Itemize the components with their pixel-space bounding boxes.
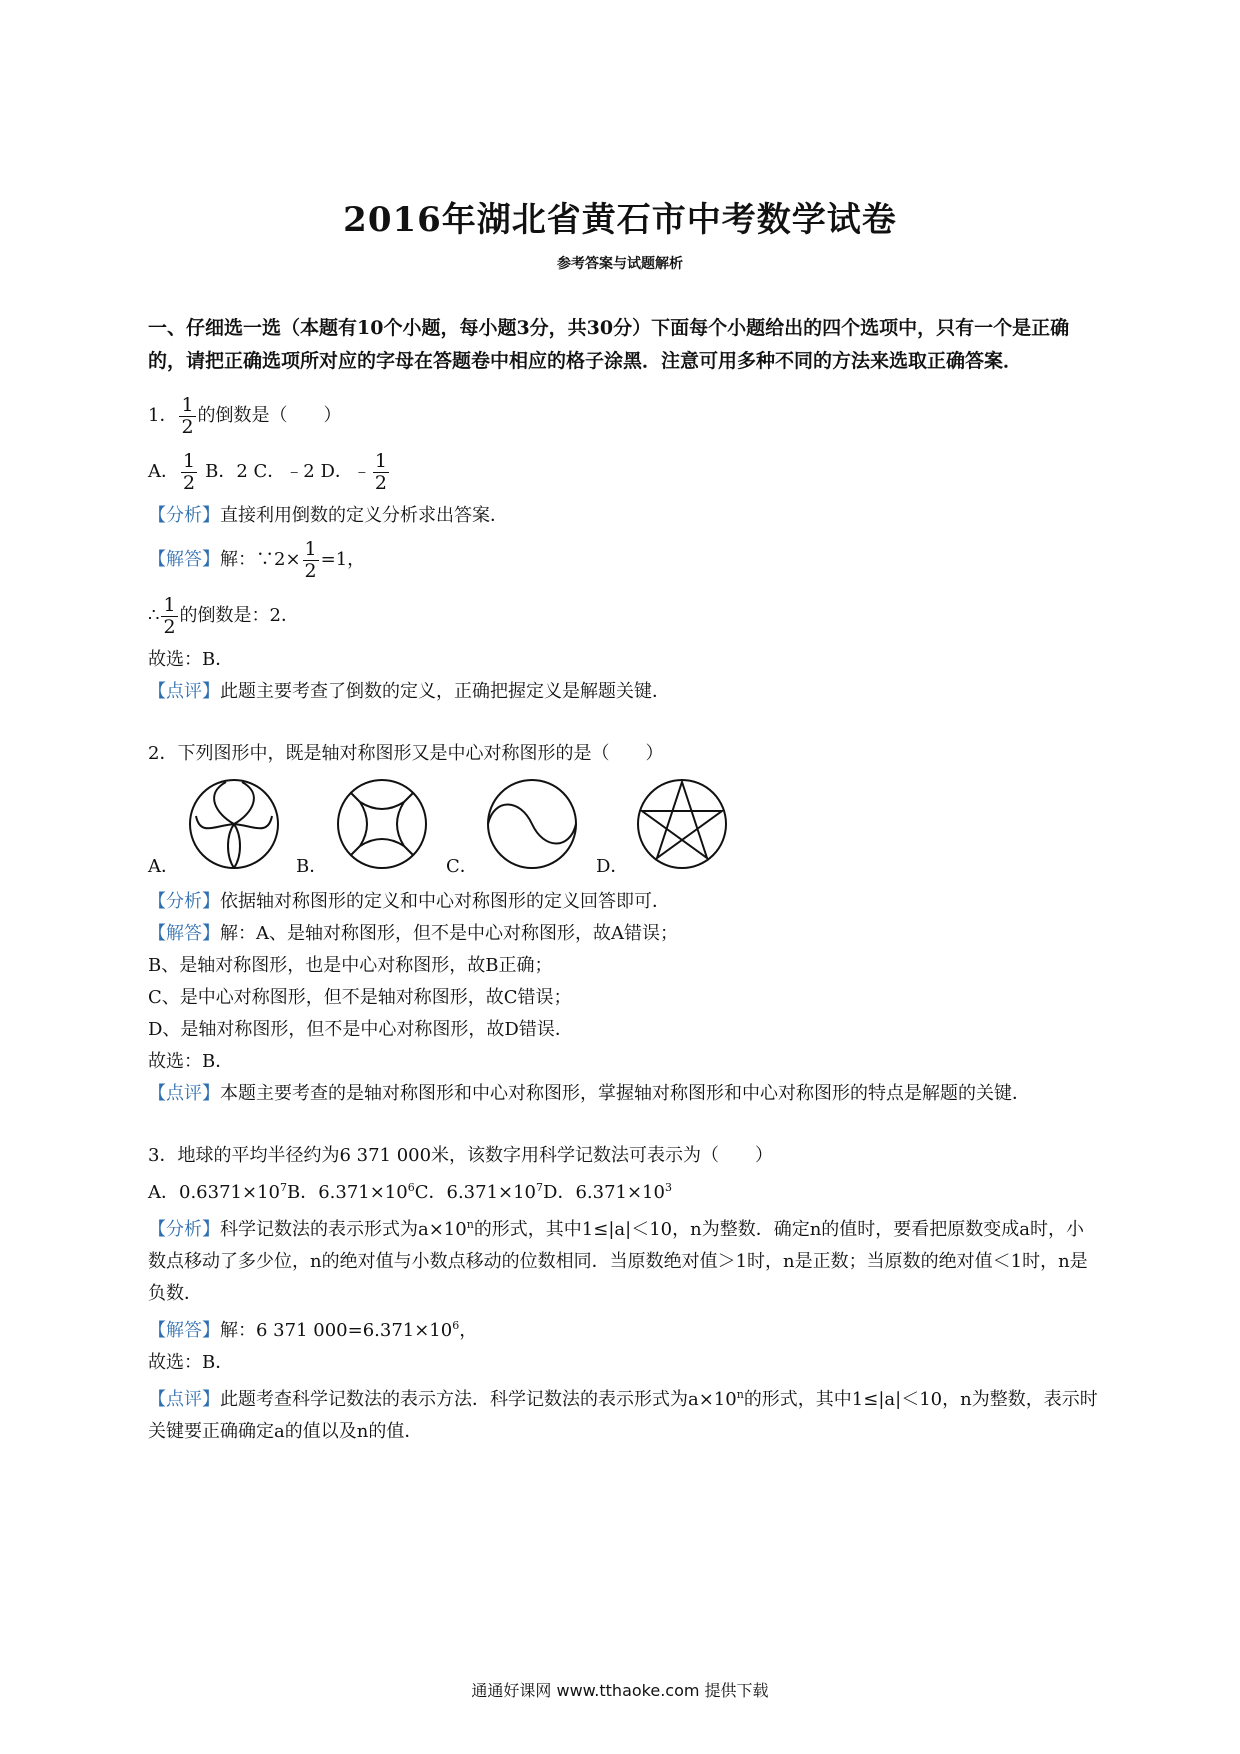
page-subtitle: 参考答案与试题解析 (557, 256, 683, 272)
q2-stem: 2．下列图形中，既是轴对称图形又是中心对称图形的是（ ） (148, 743, 664, 764)
pentagram-circle-figure (634, 776, 730, 872)
q2-solution-c: C、是中心对称图形，但不是轴对称图形，故C错误； (148, 987, 572, 1008)
s-curve-circle-figure (484, 776, 580, 872)
q3-comment: 【点评】此题考查科学记数法的表示方法．科学记数法的表示形式为$a\times 10^n$的形式，其中1≤|a|＜10，n为整数，表示时关键要正确确定a的值以及n的值． (148, 1388, 1098, 1442)
q2-choice: 故选：B． (148, 1051, 234, 1072)
page-title: 2016年湖北省黄石市中考数学试卷 (343, 200, 897, 240)
question-1 (148, 388, 1098, 708)
analysis-tag: 【分析】 (148, 891, 220, 912)
q1-solution: 【解答】 解：∵2× $\frac{1}{2}$ =1， (148, 532, 1098, 588)
comment-tag: 【点评】 (148, 1389, 220, 1410)
comment-tag: 【点评】 (148, 1083, 220, 1104)
fraction-one-half: $\frac{1}{2}$ (163, 593, 176, 638)
q2-comment: 【点评】本题主要考查的是轴对称图形和中心对称图形，掌握轴对称图形和中心对称图形的特点是解题的关键． (148, 1083, 1030, 1104)
solution-tag: 【解答】 (148, 549, 220, 570)
option-d-label: D． (596, 856, 629, 877)
q2-solution-d: D、是轴对称图形，但不是中心对称图形，故D错误． (148, 1019, 573, 1040)
q1-choice: 故选：B． (148, 649, 234, 670)
comment-tag: 【点评】 (148, 681, 220, 702)
solution-tag: 【解答】 (148, 923, 220, 944)
q1-stem: 1． $\frac{1}{2}$ 的倒数是（ ） (148, 393, 342, 438)
analysis-tag: 【分析】 (148, 505, 220, 526)
fraction-one-half: $\frac{1}{2}$ (183, 449, 196, 494)
q2-figure-options (148, 776, 1098, 880)
option-c-label: C． (446, 856, 478, 877)
q3-choice: 故选：B． (148, 1352, 234, 1373)
page-footer: 通通好课网 www.tthaoke.com 提供下载 (471, 1681, 769, 1700)
q1-therefore: ∴ $\frac{1}{2}$ 的倒数是：2． (148, 593, 299, 638)
q2-solution: 【解答】解：A、是轴对称图形，但不是中心对称图形，故A错误； (148, 923, 678, 944)
q1-analysis: 【分析】直接利用倒数的定义分析求出答案． (148, 505, 508, 526)
option-a-label: A． (148, 856, 179, 877)
q3-solution: 【解答】解：6 371 $000=6.371\times 10^6$， (148, 1319, 478, 1341)
fraction-one-half: $\frac{1}{2}$ (304, 537, 317, 582)
q3-stem: 3．地球的平均半径约为6 371 000米，该数字用科学记数法可表示为（ ） (148, 1145, 774, 1166)
fraction-one-half: $\frac{1}{2}$ (181, 393, 194, 438)
document-body (148, 312, 1098, 1448)
q1-comment: 【点评】此题主要考查了倒数的定义，正确把握定义是解题关键． (148, 681, 670, 702)
q2-analysis: 【分析】依据轴对称图形的定义和中心对称图形的定义回答即可． (148, 891, 670, 912)
question-2 (148, 738, 1098, 1110)
trefoil-circle-figure (186, 776, 282, 872)
analysis-tag: 【分析】 (148, 1219, 220, 1240)
q3-options: A．$0.6371\times 10^7B$．$6.371\times 10^6C$．$6.371\times 10^7D$．$6.371\times 10^3$ (148, 1181, 672, 1203)
section-heading: 一、仔细选一选（本题有10个小题，每小题3分，共30分）下面每个小题给出的四个选项中，只有一个是正确的，请把正确选项所对应的字母在答题卷中相应的格子涂黑．注意可用多种不同的方法来选取正确答案． (148, 317, 1070, 372)
concave-square-circle-figure (334, 776, 430, 872)
question-3 (148, 1140, 1098, 1448)
q3-analysis: 【分析】科学记数法的表示形式为$a\times 10^n$的形式，其中1≤|a|＜10，n为整数．确定n的值时，要看把原数变成a时，小数点移动了多少位，n的绝对值与小数点移动的位数相同．当原数绝对值＞1时，n是正数；当原数的绝对值＜1时，n是负数． (148, 1218, 1088, 1304)
option-b-label: B． (296, 856, 328, 877)
q1-options: A． $\frac{1}{2}$ B．2 C．﹣2 D．﹣ $\frac{1}{2}$ (148, 449, 387, 494)
solution-tag: 【解答】 (148, 1320, 220, 1341)
fraction-one-half: $\frac{1}{2}$ (374, 449, 387, 494)
q2-solution-b: B、是轴对称图形，也是中心对称图形，故B正确； (148, 955, 553, 976)
